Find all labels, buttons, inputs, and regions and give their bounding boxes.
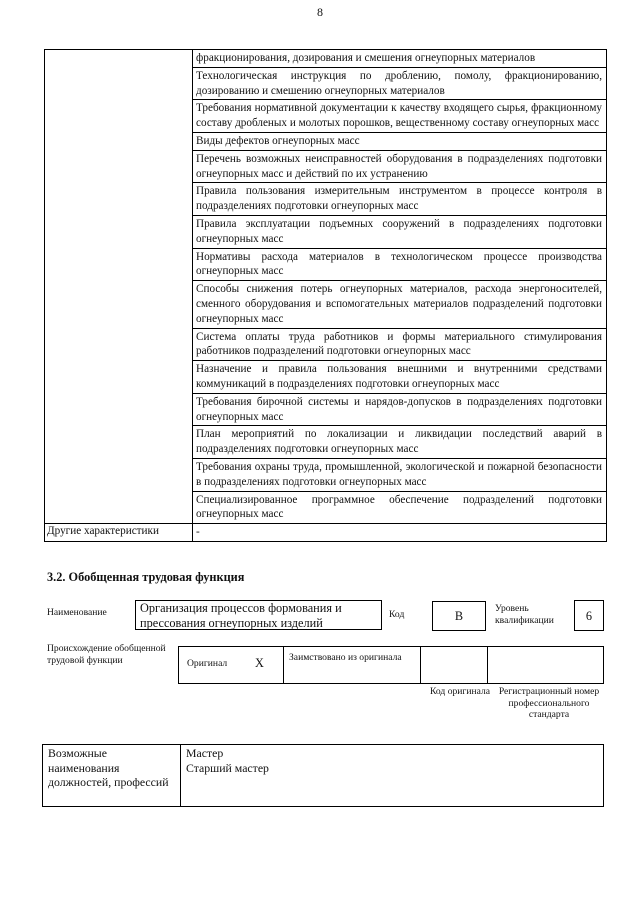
origin-divider [487,647,488,683]
page-number: 8 [317,5,323,19]
knowledge-item: Технологическая инструкция по дроблению, помолу, фракционированию, дозированию и смешению огнеупорных материалов [193,67,607,100]
other-characteristics-label: Другие характеристики [45,524,193,542]
function-code-box: B [432,601,486,631]
knowledge-item: Специализированное программное обеспечение подразделений подготовки огнеупорных масс [193,491,607,524]
origin-row [178,646,604,684]
position-item: Мастер [186,746,224,760]
other-characteristics-value: - [193,524,607,542]
knowledge-item: Требования бирочной системы и нарядов-допусков в подразделениях подготовки огнеупорных масс [193,393,607,426]
knowledge-item: Виды дефектов огнеупорных масс [193,132,607,150]
function-name-box: Организация процессов формования и прессования огнеупорных изделий [135,600,382,630]
knowledge-item: Нормативы расхода материалов в технологическом процессе производства огнеупорных масс [193,248,607,281]
knowledge-label-cell [45,50,193,524]
borrowed-label: Заимствовано из оригинала [289,652,402,663]
knowledge-item: Способы снижения потерь огнеупорных материалов, расхода энергоносителей, сменного оборудования и вспомогательных материалов подразделений подготовки огнеупорных масс [193,281,607,328]
knowledge-item: Система оплаты труда работников и формы материального стимулирования работников подразделений подготовки огнеупорных масс [193,328,607,361]
level-box: 6 [574,600,604,631]
position-item: Старший мастер [186,760,269,775]
knowledge-item: Правила пользования измерительным инструментом в процессе контроля в подразделениях подготовки огнеупорных масс [193,183,607,216]
knowledge-item: Требования охраны труда, промышленной, экологической и пожарной безопасности в подразделениях подготовки огнеупорных масс [193,458,607,491]
code-caption: Код оригинала [429,686,491,697]
origin-divider [420,647,421,683]
reg-number-caption: Регистрационный номер профессионального стандарта [498,686,600,720]
original-label: Оригинал [187,658,228,669]
original-mark: X [255,656,264,670]
origin-divider [283,647,284,683]
positions-values [181,745,604,807]
knowledge-item: Назначение и правила пользования внешними и внутренними средствами коммуникаций в подразделениях подготовки огнеупорных масс [193,361,607,394]
knowledge-item: Правила эксплуатации подъемных сооружений в подразделениях подготовки огнеупорных масс [193,215,607,248]
knowledge-item: План мероприятий по локализации и ликвидации последствий аварий в подразделениях подготовки огнеупорных масс [193,426,607,459]
knowledge-item: Требования нормативной документации к качеству входящего сырья, фракционному составу дробленых и молотых порошков, вещественному составу огнеупорных масс [193,100,607,133]
origin-label: Происхождение обобщенной трудовой функции [47,643,166,666]
positions-label: Возможные наименования должностей, профессий [43,745,181,807]
section-title: 3.2. Обобщенная трудовая функция [47,570,245,584]
knowledge-item: Перечень возможных неисправностей оборудования в подразделениях подготовки огнеупорных масс и действий по их устранению [193,150,607,183]
code-label: Код [389,609,405,620]
positions-table [42,744,604,807]
knowledge-item: фракционирования, дозирования и смешения огнеупорных материалов [193,50,607,68]
name-label: Наименование [47,607,107,618]
level-label: Уровень квалификации [495,603,554,626]
knowledge-table [44,49,607,542]
